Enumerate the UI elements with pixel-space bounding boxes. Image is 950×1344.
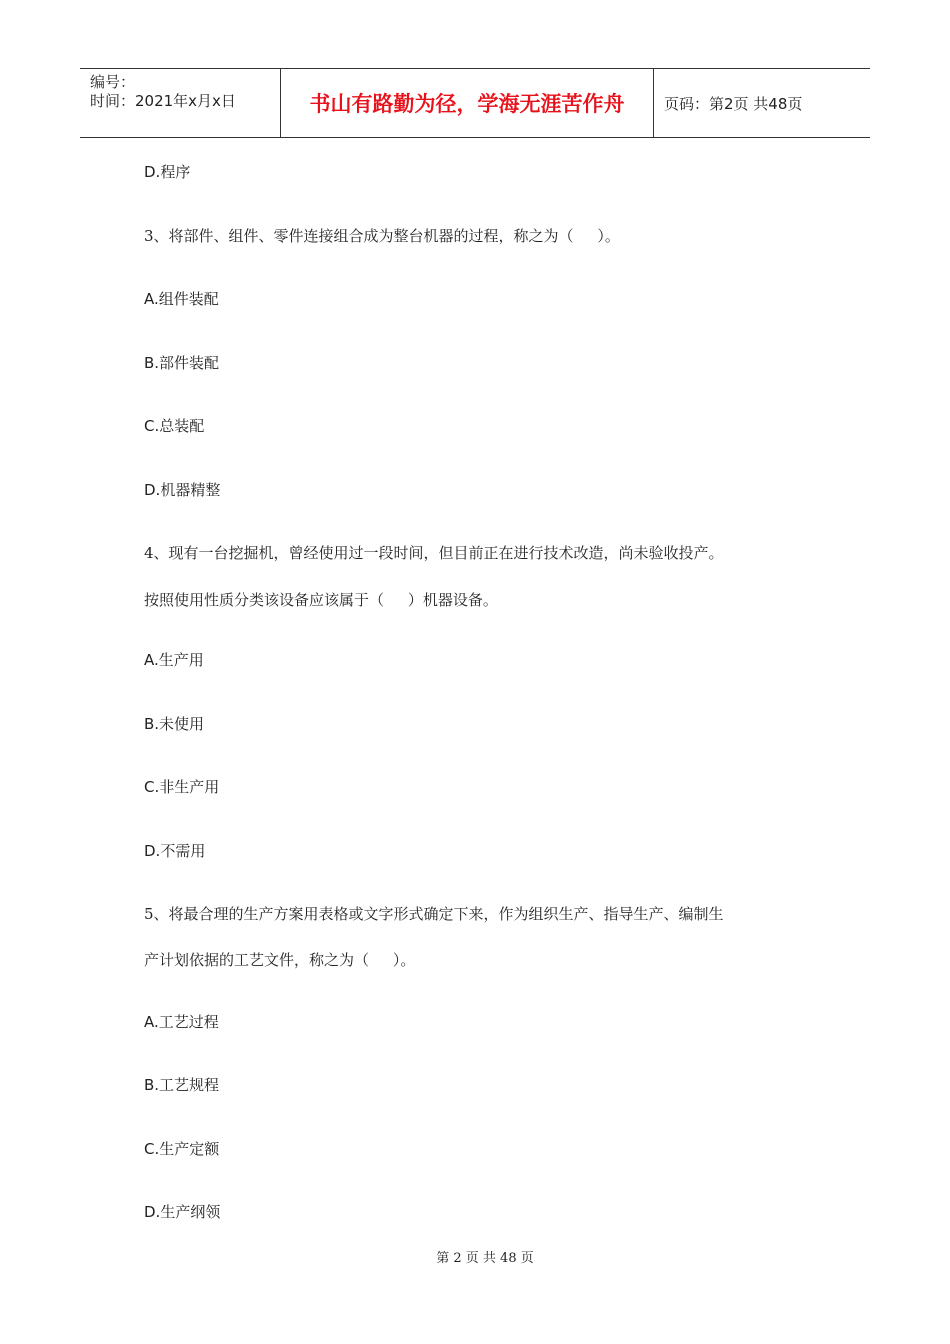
time-label: 时间：2021年x月x日 — [90, 92, 236, 110]
option-4c: C.非生产用 — [144, 778, 220, 796]
option-4a: A.生产用 — [144, 651, 204, 669]
question-5-line-2: 产计划依据的工艺文件，称之为（ ）。 — [144, 951, 416, 969]
option-3d: D.机器精整 — [144, 481, 221, 499]
option-3a: A.组件装配 — [144, 290, 219, 308]
header-meta — [80, 69, 281, 137]
header-page-code: 页码：第2页 共48页 — [664, 94, 803, 113]
option-4b: B.未使用 — [144, 715, 205, 733]
option-5b: B.工艺规程 — [144, 1076, 220, 1094]
option-3c: C.总装配 — [144, 417, 205, 435]
serial-label: 编号： — [90, 73, 136, 91]
option-5d: D.生产纲领 — [144, 1203, 221, 1221]
option-4d: D.不需用 — [144, 842, 206, 860]
option-3b: B.部件装配 — [144, 354, 220, 372]
option-5a: A.工艺过程 — [144, 1013, 219, 1031]
page-footer: 第 2 页 共 48 页 — [436, 1251, 534, 1266]
question-3: 3、将部件、组件、零件连接组合成为整台机器的过程，称之为（ ）。 — [144, 227, 620, 245]
question-4-line-2: 按照使用性质分类该设备应该属于（ ）机器设备。 — [144, 591, 498, 609]
option-5c: C.生产定额 — [144, 1140, 220, 1158]
header-motto: 书山有路勤为径，学海无涯苦作舟 — [281, 69, 654, 137]
option-2d: D.程序 — [144, 163, 191, 181]
question-4-line-1: 4、现有一台挖掘机，曾经使用过一段时间，但目前正在进行技术改造，尚未验收投产。 — [144, 544, 724, 562]
page-header — [80, 68, 870, 138]
question-5-line-1: 5、将最合理的生产方案用表格或文字形式确定下来，作为组织生产、指导生产、编制生 — [144, 905, 724, 923]
